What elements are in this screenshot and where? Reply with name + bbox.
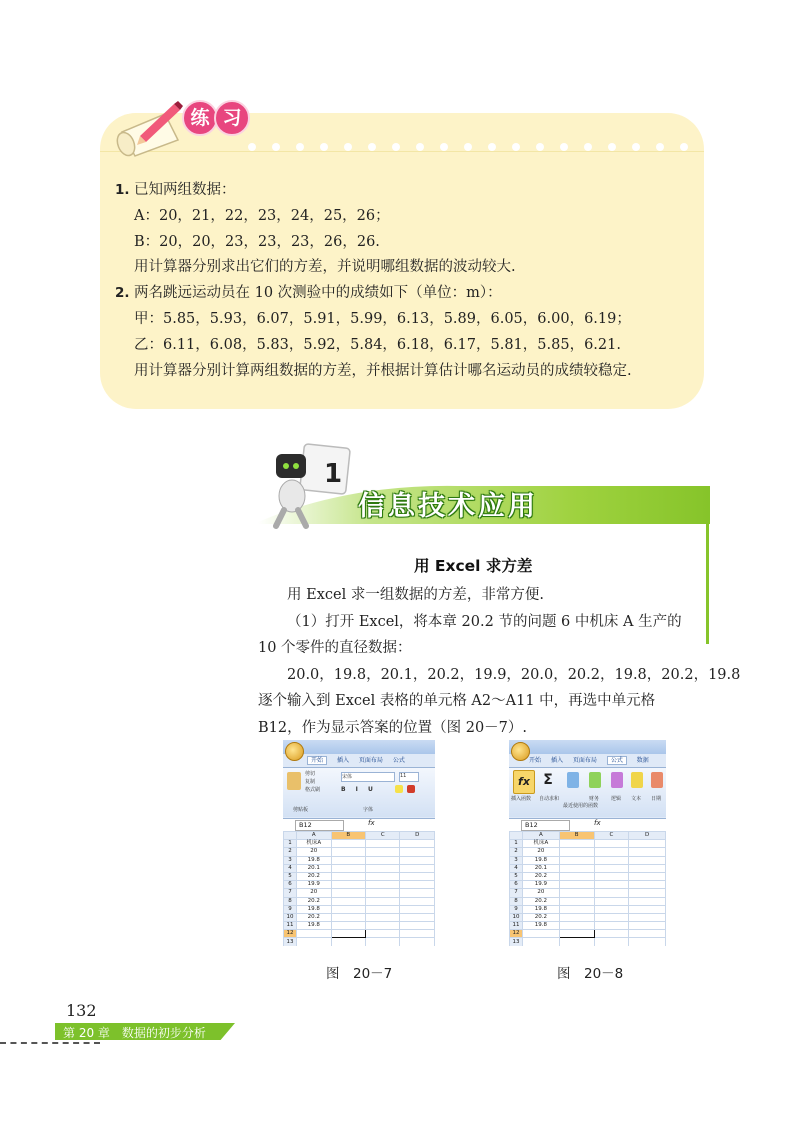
- cell[interactable]: [629, 930, 666, 938]
- paste-icon[interactable]: [287, 772, 301, 790]
- row-header[interactable]: 4: [510, 864, 523, 872]
- exercise-number: 2.: [115, 285, 130, 302]
- cell[interactable]: [559, 856, 594, 864]
- cell[interactable]: [594, 938, 629, 946]
- cell[interactable]: [522, 938, 559, 946]
- autosum-icon[interactable]: Σ: [543, 772, 553, 788]
- cell[interactable]: [594, 848, 629, 856]
- grid-corner[interactable]: [510, 832, 523, 840]
- spreadsheet-grid: [283, 831, 435, 946]
- cell[interactable]: [331, 913, 365, 921]
- table-row: [284, 856, 435, 864]
- fx-button[interactable]: fx: [368, 819, 375, 827]
- cell[interactable]: [366, 848, 400, 856]
- cell[interactable]: 20.2: [296, 872, 331, 880]
- table-row: [284, 848, 435, 856]
- cell[interactable]: [366, 856, 400, 864]
- cell[interactable]: [594, 872, 629, 880]
- cell[interactable]: [296, 938, 331, 946]
- decorative-dot: [248, 143, 256, 151]
- decorative-dots: [248, 143, 698, 153]
- exercise-text: B：20，20，23，23，23，26，26.: [134, 233, 380, 250]
- cell[interactable]: [559, 889, 594, 897]
- ribbon-tabs: [529, 755, 657, 766]
- tab-page-layout[interactable]: 页面布局: [572, 757, 597, 764]
- practice-exercises: [115, 178, 705, 384]
- cell[interactable]: [366, 889, 400, 897]
- cell[interactable]: [400, 922, 435, 930]
- cell[interactable]: 20.2: [522, 897, 559, 905]
- decorative-dot: [272, 143, 280, 151]
- row-header[interactable]: 13: [284, 938, 297, 946]
- cell[interactable]: 19.8: [522, 856, 559, 864]
- cell[interactable]: 20.2: [296, 897, 331, 905]
- cell[interactable]: 20: [296, 889, 331, 897]
- cell[interactable]: [594, 930, 629, 938]
- cell[interactable]: 机床A: [522, 840, 559, 848]
- tab-insert[interactable]: 插入: [336, 757, 349, 764]
- exercise-line: [115, 359, 705, 385]
- column-header[interactable]: D: [629, 832, 666, 840]
- table-row: [284, 889, 435, 897]
- cell[interactable]: [522, 930, 559, 938]
- cell[interactable]: [366, 840, 400, 848]
- cell[interactable]: [559, 897, 594, 905]
- chapter-title: 第 20 章 数据的初步分析: [63, 1026, 206, 1040]
- decorative-dot: [488, 143, 496, 151]
- cell[interactable]: 20: [522, 889, 559, 897]
- section-title: 用 Excel 求方差: [414, 557, 533, 575]
- tab-data[interactable]: 数据: [636, 757, 649, 764]
- body-line: 20.0，19.8，20.1，20.2，19.9，20.0，20.2，19.8，20.2，19.8: [287, 666, 741, 683]
- decorative-dot: [344, 143, 352, 151]
- row-header[interactable]: 9: [510, 905, 523, 913]
- cell[interactable]: 19.8: [296, 905, 331, 913]
- insert-function-icon[interactable]: fx: [513, 770, 535, 794]
- row-header[interactable]: 2: [510, 848, 523, 856]
- spreadsheet-grid: [509, 831, 666, 946]
- cell[interactable]: [296, 930, 331, 938]
- cell[interactable]: [331, 848, 365, 856]
- footer-dashed-line: [0, 1042, 100, 1044]
- table-row: [284, 864, 435, 872]
- table-row: [510, 897, 666, 905]
- decorative-dot: [680, 143, 688, 151]
- cell[interactable]: [629, 889, 666, 897]
- row-header[interactable]: 11: [510, 922, 523, 930]
- logical-icon[interactable]: [611, 772, 623, 788]
- body-line: 10 个零件的直径数据：: [258, 640, 412, 656]
- cell[interactable]: 19.9: [296, 881, 331, 889]
- cell[interactable]: [594, 889, 629, 897]
- cell[interactable]: [400, 872, 435, 880]
- cell[interactable]: [331, 856, 365, 864]
- page-number: 132: [66, 1001, 97, 1020]
- formula-bar: [509, 818, 666, 832]
- cell[interactable]: [594, 840, 629, 848]
- body-line: 用 Excel 求一组数据的方差，非常方便.: [287, 587, 544, 603]
- cell[interactable]: [400, 930, 435, 938]
- selected-cell[interactable]: [559, 930, 594, 938]
- exercise-line: [115, 178, 705, 204]
- cell[interactable]: [594, 897, 629, 905]
- cut-button[interactable]: 剪切: [305, 771, 316, 777]
- cell[interactable]: [366, 864, 400, 872]
- table-row: [510, 881, 666, 889]
- exercise-line: [115, 204, 705, 230]
- table-row: [510, 856, 666, 864]
- cell[interactable]: 19.9: [522, 881, 559, 889]
- exercise-text: 用计算器分别求出它们的方差，并说明哪组数据的波动较大.: [134, 259, 516, 276]
- cell[interactable]: 19.8: [522, 922, 559, 930]
- practice-title-char: 练: [182, 100, 218, 136]
- row-header[interactable]: 1: [510, 840, 523, 848]
- cell[interactable]: [400, 897, 435, 905]
- tab-home[interactable]: 开始: [529, 757, 542, 764]
- cell[interactable]: [400, 848, 435, 856]
- column-header[interactable]: A: [522, 832, 559, 840]
- table-row: [510, 872, 666, 880]
- financial-label[interactable]: 财务: [589, 796, 600, 802]
- name-box[interactable]: B12: [295, 820, 344, 831]
- cell[interactable]: 19.8: [522, 905, 559, 913]
- cell[interactable]: [559, 881, 594, 889]
- font-name-select[interactable]: 宋体: [341, 772, 395, 782]
- selected-cell[interactable]: [331, 930, 365, 938]
- banner-title: 信息技术应用: [358, 491, 538, 522]
- insert-function-label[interactable]: 插入函数: [511, 796, 532, 802]
- exercise-text: 甲：5.85，5.93，6.07，5.91，5.99，6.13，5.89，6.05，6.00，6.19；: [134, 310, 631, 327]
- cell[interactable]: [366, 881, 400, 889]
- decorative-dot: [464, 143, 472, 151]
- decorative-dot: [584, 143, 592, 151]
- cell[interactable]: [629, 864, 666, 872]
- cell[interactable]: [366, 913, 400, 921]
- row-header[interactable]: 10: [284, 913, 297, 921]
- cell[interactable]: [331, 881, 365, 889]
- excel-screenshot-2: [509, 740, 666, 946]
- autosum-label[interactable]: 自动求和: [539, 796, 560, 802]
- formula-bar: [283, 818, 435, 832]
- office-button-icon[interactable]: [285, 742, 304, 761]
- mascot-icon: [262, 440, 362, 530]
- cell[interactable]: [594, 864, 629, 872]
- tab-page-layout[interactable]: 页面布局: [358, 757, 383, 764]
- exercise-text: 两名跳远运动员在 10 次测验中的成绩如下（单位：m）：: [134, 285, 502, 302]
- cell[interactable]: [366, 930, 400, 938]
- banner-side-line: [706, 522, 709, 644]
- ribbon-body: [509, 767, 666, 817]
- column-header[interactable]: C: [594, 832, 629, 840]
- cell[interactable]: [400, 864, 435, 872]
- cell[interactable]: 20: [522, 848, 559, 856]
- cell[interactable]: [559, 938, 594, 946]
- body-line: 逐个输入到 Excel 表格的单元格 A2～A11 中，再选中单元格: [258, 693, 656, 709]
- row-header[interactable]: 11: [284, 922, 297, 930]
- table-row: [284, 881, 435, 889]
- row-header[interactable]: 7: [510, 889, 523, 897]
- decorative-dot: [296, 143, 304, 151]
- row-header[interactable]: 9: [284, 905, 297, 913]
- cell[interactable]: [629, 848, 666, 856]
- cell[interactable]: [594, 881, 629, 889]
- font-size-select[interactable]: 11: [399, 772, 419, 782]
- cell[interactable]: [594, 922, 629, 930]
- row-header[interactable]: 5: [284, 872, 297, 880]
- decorative-dot: [656, 143, 664, 151]
- row-header[interactable]: 2: [284, 848, 297, 856]
- row-header[interactable]: 5: [510, 872, 523, 880]
- decorative-dot: [440, 143, 448, 151]
- cell[interactable]: [629, 872, 666, 880]
- tab-formulas[interactable]: 公式: [392, 757, 405, 764]
- cell[interactable]: [629, 840, 666, 848]
- cell[interactable]: [594, 913, 629, 921]
- exercise-line: [115, 230, 705, 256]
- section-body: [258, 582, 741, 741]
- table-row: [284, 922, 435, 930]
- table-row: [510, 922, 666, 930]
- table-row: [510, 905, 666, 913]
- financial-icon[interactable]: [589, 772, 601, 788]
- cell[interactable]: [629, 905, 666, 913]
- office-button-icon[interactable]: [511, 742, 530, 761]
- font-color-icon[interactable]: [407, 785, 415, 793]
- row-header[interactable]: 7: [284, 889, 297, 897]
- fill-color-icon[interactable]: [395, 785, 403, 793]
- cell[interactable]: 20.1: [296, 864, 331, 872]
- titlebar: [283, 740, 435, 754]
- cell[interactable]: [559, 872, 594, 880]
- cell[interactable]: [629, 938, 666, 946]
- decorative-dot: [632, 143, 640, 151]
- table-row: [284, 840, 435, 848]
- column-header[interactable]: B: [559, 832, 594, 840]
- row-header[interactable]: 8: [510, 897, 523, 905]
- cell[interactable]: [559, 905, 594, 913]
- decorative-dot: [608, 143, 616, 151]
- body-line: （1）打开 Excel，将本章 20.2 节的问题 6 中机床 A 生产的: [287, 613, 682, 630]
- decorative-dot: [368, 143, 376, 151]
- cell[interactable]: [559, 922, 594, 930]
- table-row: [510, 938, 666, 946]
- cell[interactable]: [366, 905, 400, 913]
- font-group-label: 字体: [363, 807, 374, 813]
- cell[interactable]: [331, 864, 365, 872]
- table-row: [284, 905, 435, 913]
- date-function-label[interactable]: 日期: [651, 796, 662, 802]
- date-function-icon[interactable]: [651, 772, 663, 788]
- cell[interactable]: [629, 881, 666, 889]
- cell[interactable]: [331, 889, 365, 897]
- cell[interactable]: [594, 905, 629, 913]
- cell[interactable]: [366, 872, 400, 880]
- ribbon-body: [283, 767, 435, 817]
- row-header[interactable]: 3: [284, 856, 297, 864]
- table-row: [284, 897, 435, 905]
- text-function-icon[interactable]: [631, 772, 643, 788]
- table-row: [510, 930, 666, 938]
- table-row: [510, 864, 666, 872]
- cell[interactable]: [366, 922, 400, 930]
- decorative-dot: [320, 143, 328, 151]
- decorative-dot: [536, 143, 544, 151]
- cell[interactable]: [559, 913, 594, 921]
- cell[interactable]: 机床A: [296, 840, 331, 848]
- ribbon-tabs: [307, 755, 413, 766]
- cell[interactable]: [559, 840, 594, 848]
- cell[interactable]: [331, 922, 365, 930]
- clipboard-group-label: 剪贴板: [293, 807, 309, 813]
- decorative-dot: [560, 143, 568, 151]
- decorative-dot: [392, 143, 400, 151]
- practice-title-char: 习: [214, 100, 250, 136]
- cell[interactable]: [629, 897, 666, 905]
- cell[interactable]: [331, 938, 365, 946]
- recent-functions-icon[interactable]: [567, 772, 579, 788]
- format-painter-button[interactable]: 格式刷: [305, 787, 321, 793]
- decorative-dot: [416, 143, 424, 151]
- cell[interactable]: 20.2: [522, 913, 559, 921]
- row-header[interactable]: 6: [284, 881, 297, 889]
- name-box[interactable]: B12: [521, 820, 570, 831]
- row-header[interactable]: 3: [510, 856, 523, 864]
- exercise-line: [115, 333, 705, 359]
- copy-button[interactable]: 复制: [305, 779, 316, 785]
- column-header[interactable]: C: [366, 832, 400, 840]
- cell[interactable]: [629, 922, 666, 930]
- cell[interactable]: [400, 840, 435, 848]
- cell[interactable]: [331, 840, 365, 848]
- cell[interactable]: [400, 889, 435, 897]
- text-function-label[interactable]: 文本: [631, 796, 642, 802]
- cell[interactable]: 20.2: [296, 913, 331, 921]
- tab-home[interactable]: 开始: [307, 756, 327, 765]
- grid-corner[interactable]: [284, 832, 297, 840]
- cell[interactable]: [366, 897, 400, 905]
- cell[interactable]: [400, 856, 435, 864]
- recent-functions-label[interactable]: 最近使用的函数: [563, 803, 599, 809]
- fx-button[interactable]: fx: [594, 819, 601, 827]
- cell[interactable]: [400, 881, 435, 889]
- logical-label[interactable]: 逻辑: [611, 796, 622, 802]
- decorative-dot: [512, 143, 520, 151]
- row-header[interactable]: 6: [510, 881, 523, 889]
- table-row: [510, 840, 666, 848]
- cell[interactable]: [400, 938, 435, 946]
- exercise-number: 1.: [115, 182, 130, 198]
- table-row: [510, 913, 666, 921]
- row-header[interactable]: 4: [284, 864, 297, 872]
- column-header[interactable]: B: [331, 832, 365, 840]
- tab-formulas[interactable]: 公式: [607, 756, 627, 765]
- cell[interactable]: 20: [296, 848, 331, 856]
- exercise-text: 用计算器分别计算两组数据的方差，并根据计算估计哪名运动员的成绩较稳定.: [134, 362, 632, 379]
- body-line: B12，作为显示答案的位置（图 20－7）.: [258, 719, 527, 736]
- cell[interactable]: [400, 913, 435, 921]
- table-row: [284, 938, 435, 946]
- table-row: [284, 930, 435, 938]
- row-header[interactable]: 8: [284, 897, 297, 905]
- exercise-line: [115, 255, 705, 281]
- exercise-text: A：20，21，22，23，24，25，26；: [134, 207, 390, 224]
- cell[interactable]: [331, 897, 365, 905]
- cell[interactable]: 20.1: [522, 864, 559, 872]
- cell[interactable]: 19.8: [296, 856, 331, 864]
- row-header[interactable]: 13: [510, 938, 523, 946]
- tab-insert[interactable]: 插入: [550, 757, 563, 764]
- cell[interactable]: [400, 905, 435, 913]
- table-row: [510, 848, 666, 856]
- cell[interactable]: [559, 848, 594, 856]
- cell[interactable]: [594, 856, 629, 864]
- cell[interactable]: [629, 913, 666, 921]
- scroll-pencil-icon: [110, 92, 190, 162]
- table-row: [284, 913, 435, 921]
- row-header[interactable]: 12: [284, 930, 297, 938]
- cell[interactable]: 20.2: [522, 872, 559, 880]
- figure-caption-2: 图 20－8: [557, 966, 624, 982]
- exercise-text: 已知两组数据：: [134, 182, 236, 198]
- excel-screenshot-1: [283, 740, 435, 946]
- mascot-number: 1: [324, 459, 343, 489]
- exercise-line: [115, 281, 705, 307]
- table-row: [510, 889, 666, 897]
- cell[interactable]: [366, 938, 400, 946]
- bold-italic-underline-buttons[interactable]: B I U: [341, 786, 377, 793]
- table-row: [284, 872, 435, 880]
- cell[interactable]: [559, 864, 594, 872]
- cell[interactable]: 19.8: [296, 922, 331, 930]
- column-header[interactable]: D: [400, 832, 435, 840]
- row-header[interactable]: 10: [510, 913, 523, 921]
- row-header[interactable]: 12: [510, 930, 523, 938]
- titlebar: [509, 740, 666, 754]
- row-header[interactable]: 1: [284, 840, 297, 848]
- figure-caption-1: 图 20－7: [326, 966, 393, 982]
- cell[interactable]: [331, 905, 365, 913]
- column-header[interactable]: A: [296, 832, 331, 840]
- cell[interactable]: [629, 856, 666, 864]
- exercise-text: 乙：6.11，6.08，5.83，5.92，5.84，6.18，6.17，5.81，5.85，6.21.: [134, 336, 621, 353]
- exercise-line: [115, 307, 705, 333]
- cell[interactable]: [331, 872, 365, 880]
